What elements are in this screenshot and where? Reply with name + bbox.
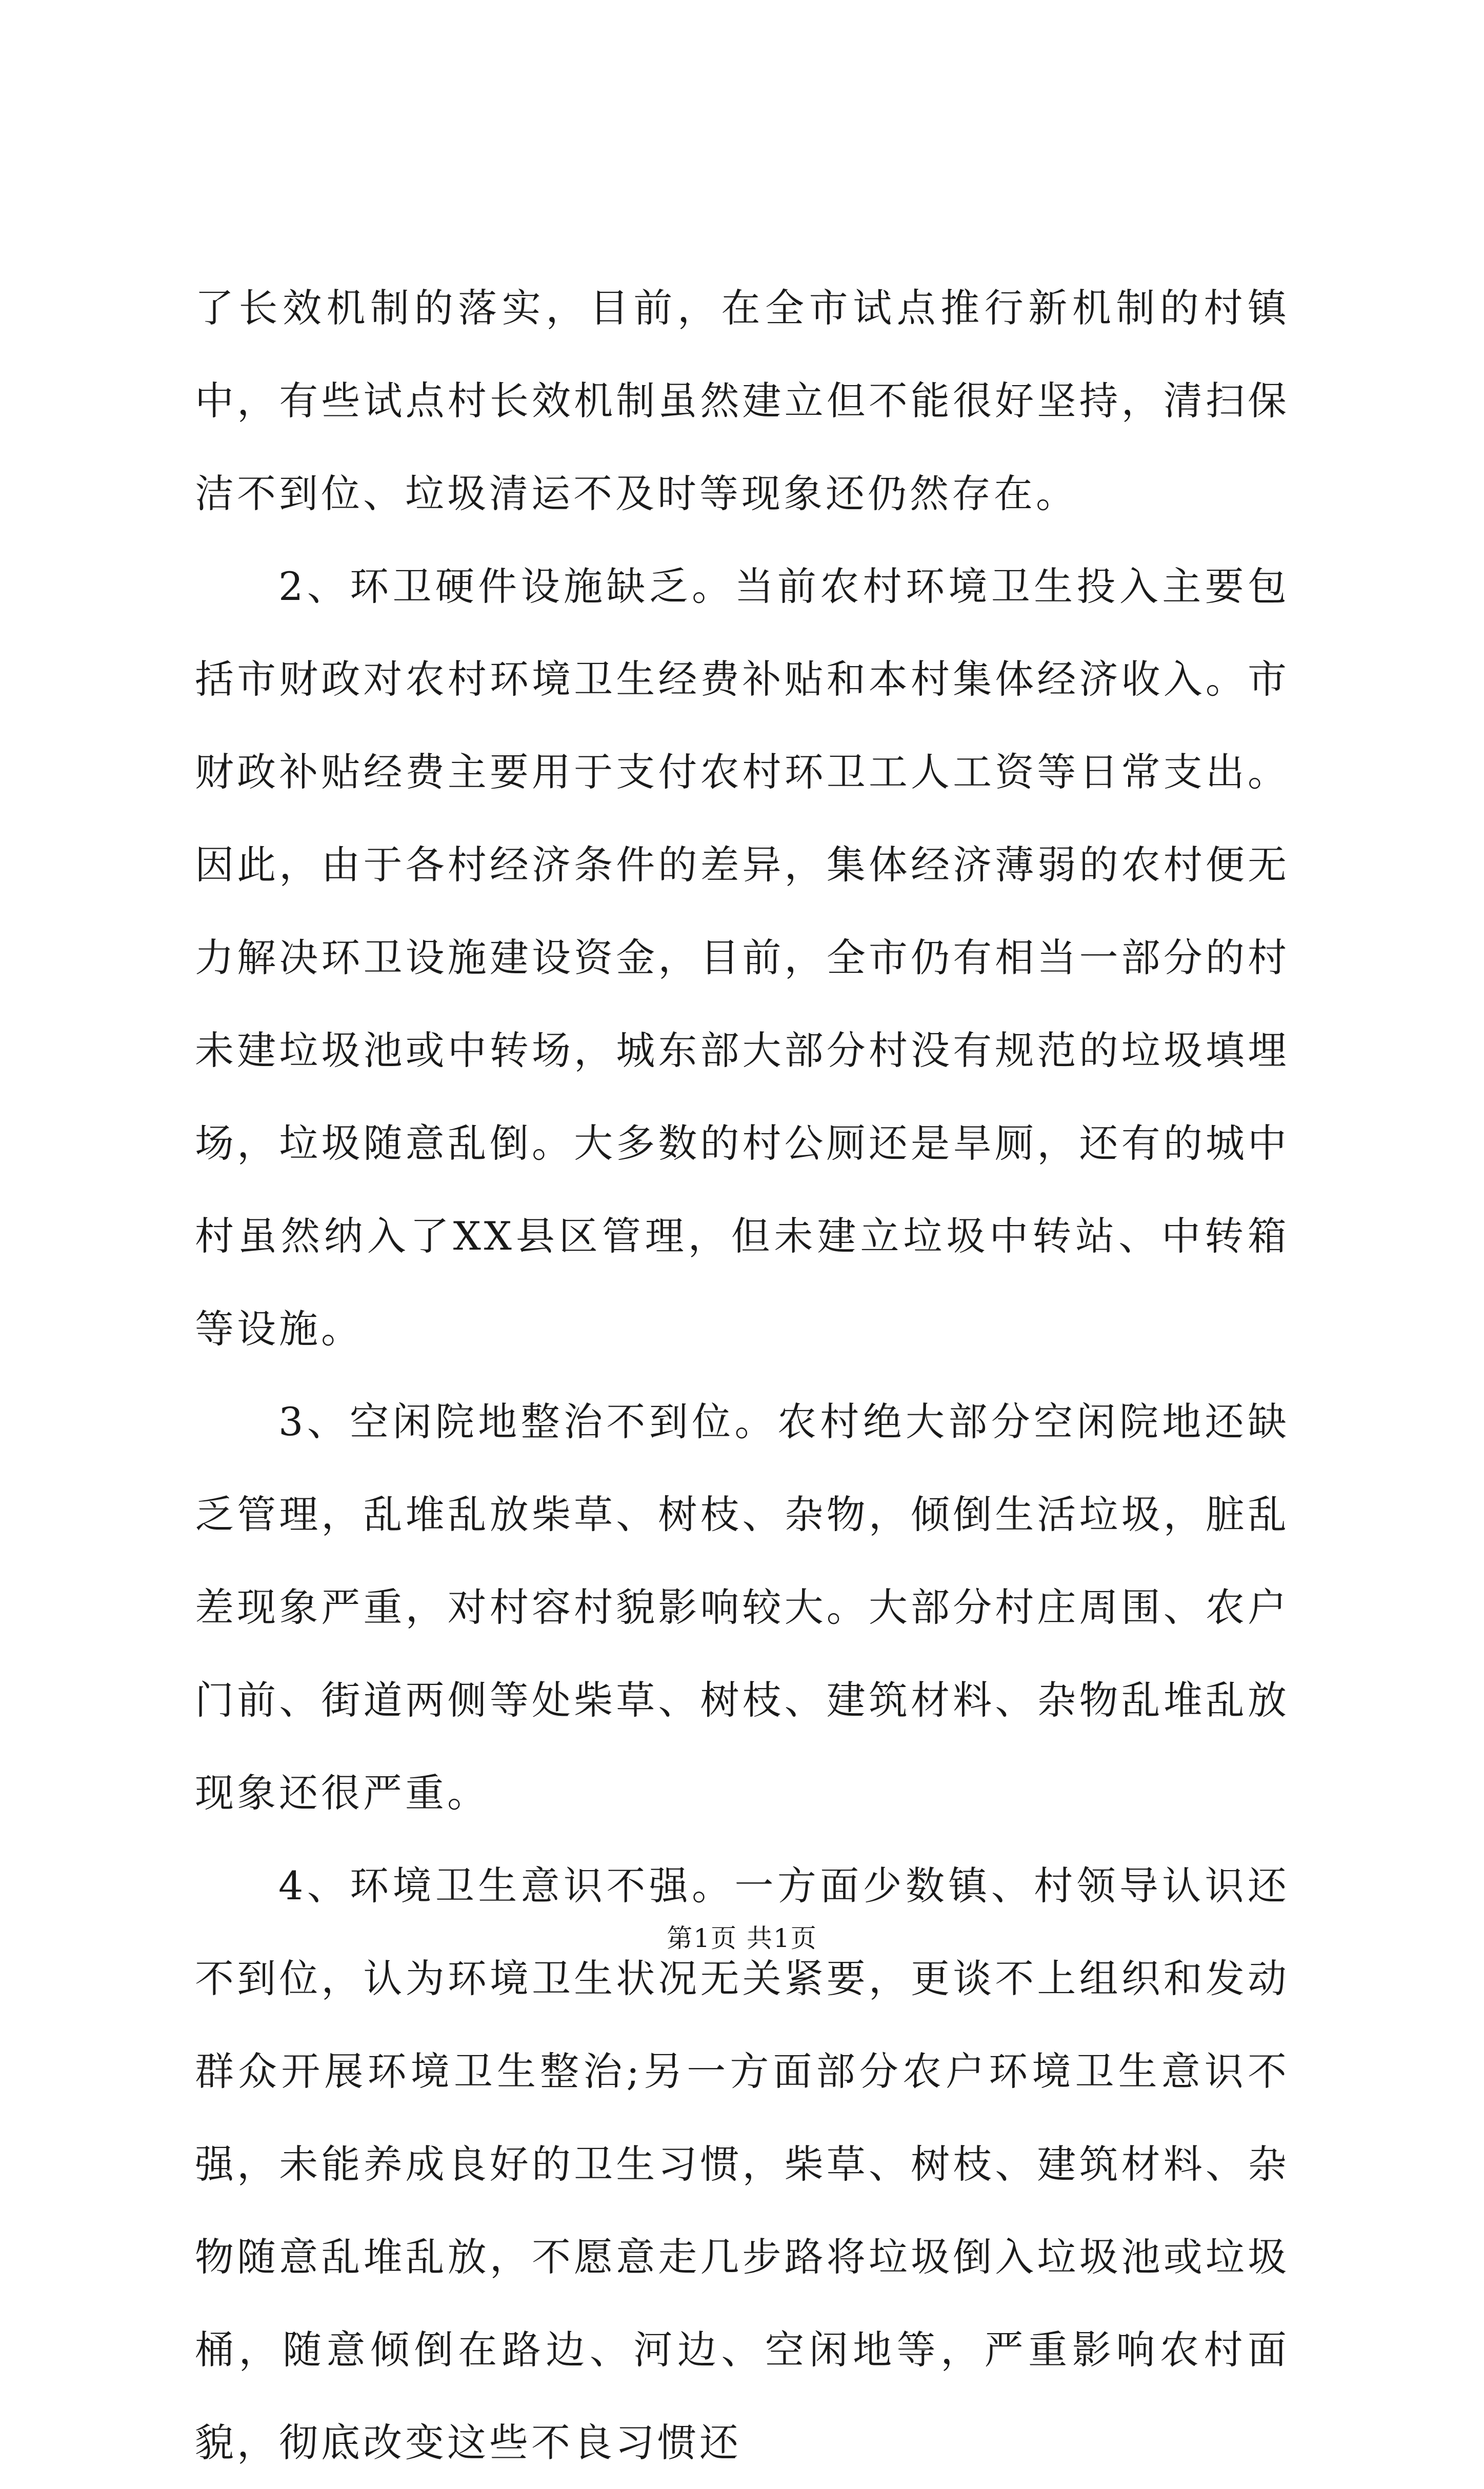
paragraph-item-3: 3、空闲院地整治不到位。农村绝大部分空闲院地还缺乏管理，乱堆乱放柴草、树枝、杂物，倾倒生活垃圾，脏乱差现象严重，对村容村貌影响较大。大部分村庄周围、农户门前、街道两侧等处柴草、树枝、建筑材料、杂物乱堆乱放现象还很严重。 (195, 1399, 1290, 1816)
paragraph-item-4: 4、环境卫生意识不强。一方面少数镇、村领导认识还不到位，认为环境卫生状况无关紧要，更谈不上组织和发动群众开展环境卫生整治;另一方面部分农户环境卫生意识不强，未能养成良好的卫生习惯，柴草、树枝、建筑材料、杂物随意乱堆乱放，不愿意走几步路将垃圾倒入垃圾池或垃圾桶，随意倾倒在路边、河边、空闲地等，严重影响农村面貌，彻底改变这些不良习惯还 (195, 1863, 1290, 2465)
paragraph-continuation: 了长效机制的落实，目前，在全市试点推行新机制的村镇中，有些试点村长效机制虽然建立但不能很好坚持，清扫保洁不到位、垃圾清运不及时等现象还仍然存在。 (195, 285, 1290, 516)
document-body (195, 262, 1290, 2489)
page-number-footer: 第1页 共1页 (667, 1923, 817, 1953)
paragraph-item-2: 2、环卫硬件设施缺乏。当前农村环境卫生投入主要包括市财政对农村环境卫生经费补贴和本村集体经济收入。市财政补贴经费主要用于支付农村环卫工人工资等日常支出。因此，由于各村经济条件的差异，集体经济薄弱的农村便无力解决环卫设施建设资金，目前，全市仍有相当一部分的村未建垃圾池或中转场，城东部大部分村没有规范的垃圾填埋场，垃圾随意乱倒。大多数的村公厕还是旱厕，还有的城中村虽然纳入了XX县区管理，但未建立垃圾中转站、中转箱等设施。 (195, 564, 1290, 1352)
